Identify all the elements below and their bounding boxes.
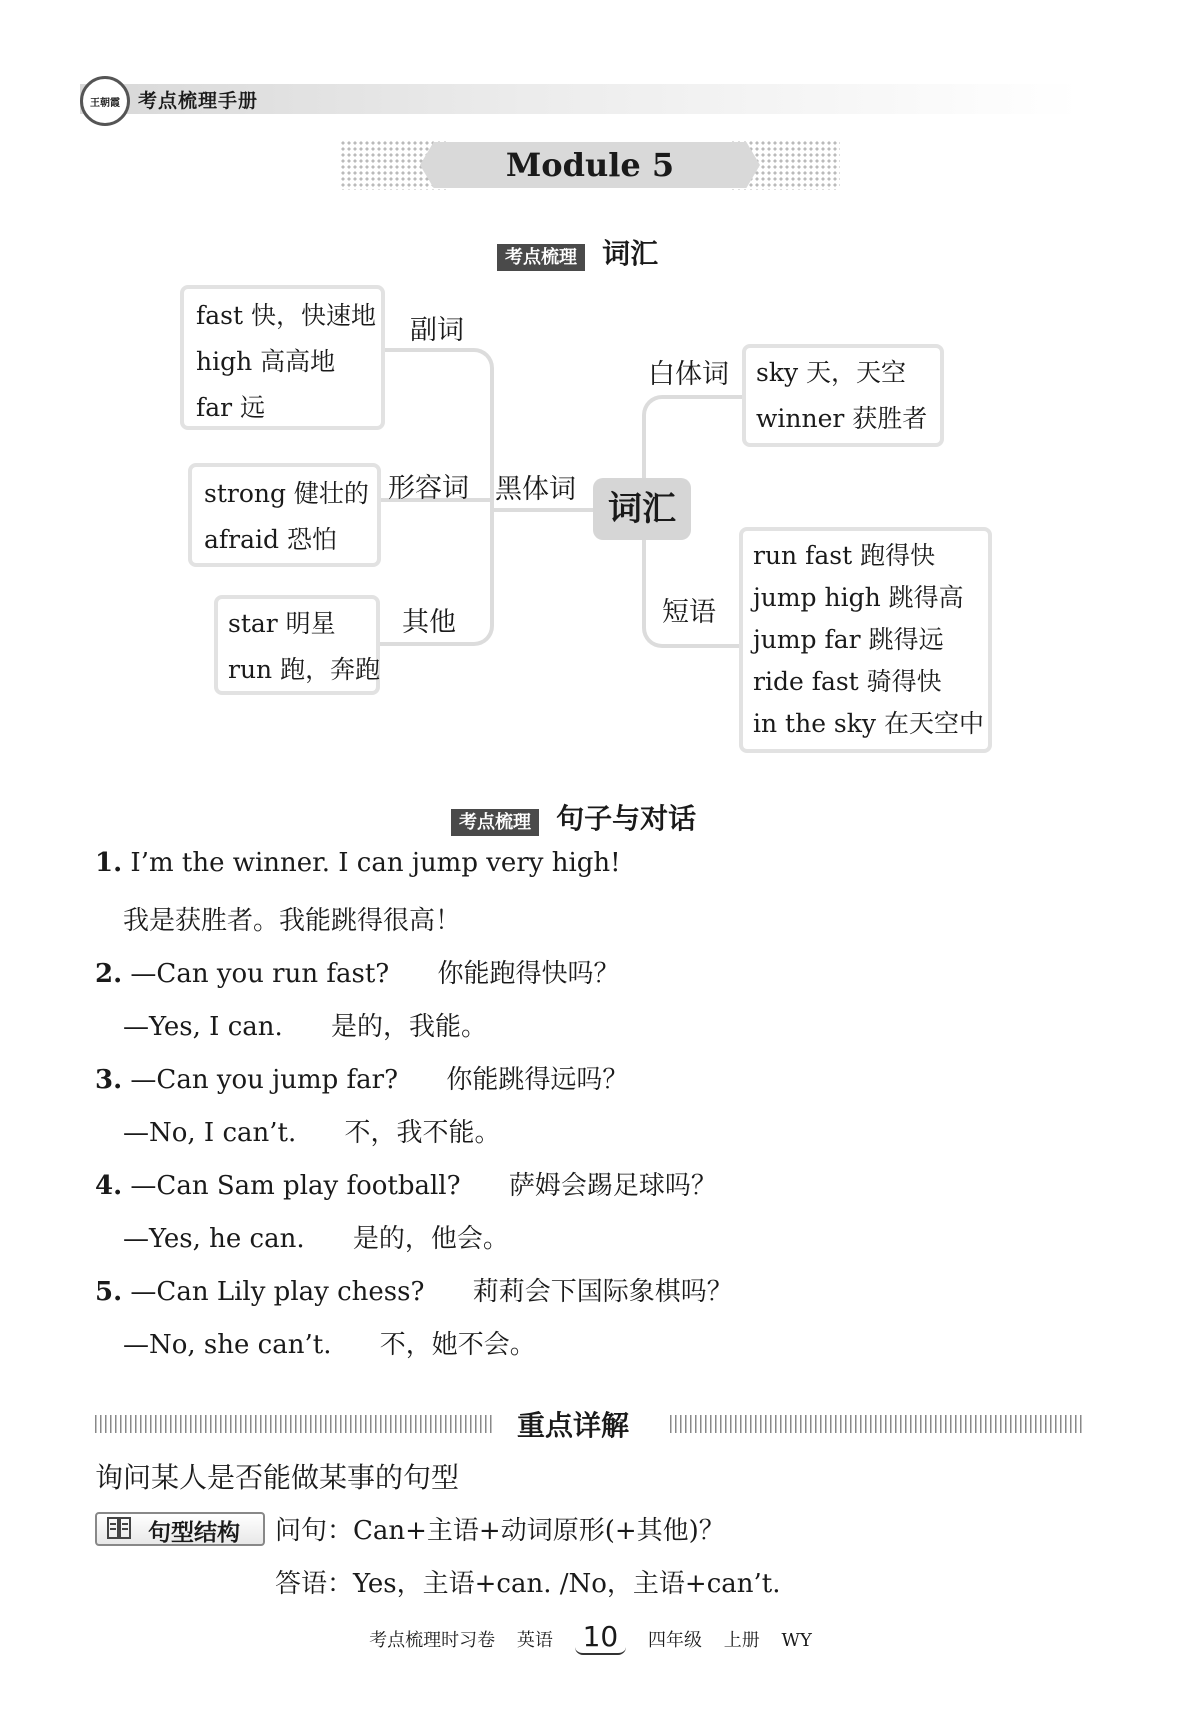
question-cn: 萨姆会踢足球吗？ bbox=[508, 1171, 717, 1201]
adverbs-box bbox=[180, 285, 385, 430]
phrase-item: jump far 跳得远 bbox=[753, 625, 944, 654]
sentence-3-answer bbox=[123, 1112, 501, 1149]
divider-ticks-right bbox=[670, 1415, 1085, 1433]
mindmap-center: 词汇 bbox=[593, 478, 691, 540]
footer-subject: 英语 bbox=[516, 1630, 553, 1651]
phrases-box bbox=[739, 527, 992, 753]
sentences-tag: 考点梳理 bbox=[451, 809, 539, 836]
answer-cn: 是的，我能。 bbox=[331, 1012, 488, 1042]
question-cn: 你能跑得快吗？ bbox=[437, 959, 620, 989]
book-icon bbox=[106, 1515, 132, 1541]
vocab-heading bbox=[497, 232, 658, 272]
sentence-number: 4. bbox=[95, 1171, 123, 1201]
sentence-2-answer bbox=[123, 1006, 487, 1043]
module-title: Module 5 bbox=[505, 146, 675, 184]
adjective-item: strong 健壮的 bbox=[204, 479, 369, 508]
footer-book: 考点梳理时习卷 bbox=[369, 1630, 496, 1651]
question-cn: 莉莉会下国际象棋吗？ bbox=[472, 1277, 733, 1307]
answer-cn: 是的，他会。 bbox=[352, 1224, 509, 1254]
question-cn: 你能跳得远吗？ bbox=[446, 1065, 629, 1095]
sentence-number: 1. bbox=[95, 848, 123, 878]
white-word-item: sky 天，天空 bbox=[756, 358, 907, 387]
white-word-item: winner 获胜者 bbox=[756, 404, 928, 433]
other-item: star 明星 bbox=[228, 609, 336, 638]
answer-en: —Yes, I can. bbox=[123, 1012, 283, 1042]
vocab-title: 词汇 bbox=[602, 237, 659, 270]
center-connector-left bbox=[490, 508, 593, 512]
answer-rule: 答语：Yes，主语+can. /No，主语+can’t. bbox=[275, 1569, 781, 1599]
phrase-item: ride fast 骑得快 bbox=[753, 667, 942, 696]
divider-ticks-left bbox=[95, 1415, 495, 1433]
footer-volume: 上册 bbox=[723, 1630, 760, 1651]
grammar-heading: 询问某人是否能做某事的句型 bbox=[95, 1461, 460, 1494]
other-item: run 跑，奔跑 bbox=[228, 655, 381, 684]
answer-cn: 不，她不会。 bbox=[379, 1330, 536, 1360]
phrase-item: run fast 跑得快 bbox=[753, 541, 936, 570]
adverb-item: far 远 bbox=[196, 393, 266, 422]
sentence-number: 3. bbox=[95, 1065, 123, 1095]
sentence-2-question bbox=[95, 953, 620, 990]
adverb-item: high 高高地 bbox=[196, 347, 336, 376]
footer-edition: WY bbox=[781, 1630, 812, 1651]
answer-en: —No, I can’t. bbox=[123, 1118, 297, 1148]
adverb-label: 副词 bbox=[410, 315, 464, 346]
phrase-item: jump high 跳得高 bbox=[753, 583, 964, 612]
logo-text: 王朝霞 bbox=[90, 97, 120, 109]
structure-label: 句型结构 bbox=[148, 1520, 240, 1546]
question-en: —Can you jump far? bbox=[130, 1065, 399, 1095]
sentences-title: 句子与对话 bbox=[556, 802, 697, 835]
sentence-1-cn: 我是获胜者。我能跳得很高！ bbox=[123, 906, 462, 936]
answer-en: —Yes, he can. bbox=[123, 1224, 305, 1254]
answer-cn: 不，我不能。 bbox=[344, 1118, 501, 1148]
phrase-item: in the sky 在天空中 bbox=[753, 709, 984, 738]
sentence-number: 5. bbox=[95, 1277, 123, 1307]
question-en: —Can you run fast? bbox=[130, 959, 390, 989]
vocab-tag: 考点梳理 bbox=[497, 244, 585, 271]
sentence-4-answer bbox=[123, 1218, 509, 1255]
page-number: 10 bbox=[575, 1620, 627, 1655]
page-footer bbox=[0, 1620, 1181, 1655]
sentence-5-answer bbox=[123, 1324, 536, 1361]
adverb-item: fast 快，快速地 bbox=[196, 301, 376, 330]
sentence-number: 2. bbox=[95, 959, 123, 989]
sentence-3-question bbox=[95, 1059, 628, 1096]
bold-words-label: 黑体词 bbox=[495, 474, 576, 505]
others-box bbox=[214, 595, 380, 695]
sentence-4-question bbox=[95, 1165, 717, 1202]
white-words-label: 白体词 bbox=[648, 359, 729, 390]
publisher-logo bbox=[80, 76, 130, 126]
question-rule: 问句：Can+主语+动词原形(+其他)？ bbox=[275, 1516, 725, 1546]
sentences-heading bbox=[451, 797, 696, 837]
adjective-item: afraid 恐怕 bbox=[204, 525, 337, 554]
question-en: —Can Lily play chess? bbox=[130, 1277, 425, 1307]
phrases-label: 短语 bbox=[662, 597, 716, 628]
sentence-1 bbox=[95, 848, 621, 878]
adjective-label: 形容词 bbox=[388, 473, 469, 504]
answer-en: —No, she can’t. bbox=[123, 1330, 332, 1360]
sentence-en: I’m the winner. I can jump very high! bbox=[130, 848, 621, 878]
white-words-box bbox=[742, 344, 944, 447]
header-title: 考点梳理手册 bbox=[138, 90, 259, 112]
question-en: —Can Sam play football? bbox=[130, 1171, 461, 1201]
footer-grade: 四年级 bbox=[647, 1630, 702, 1651]
key-points-title: 重点详解 bbox=[517, 1409, 630, 1442]
adjectives-box bbox=[188, 463, 381, 567]
sentence-5-question bbox=[95, 1271, 733, 1308]
other-label: 其他 bbox=[402, 607, 456, 638]
